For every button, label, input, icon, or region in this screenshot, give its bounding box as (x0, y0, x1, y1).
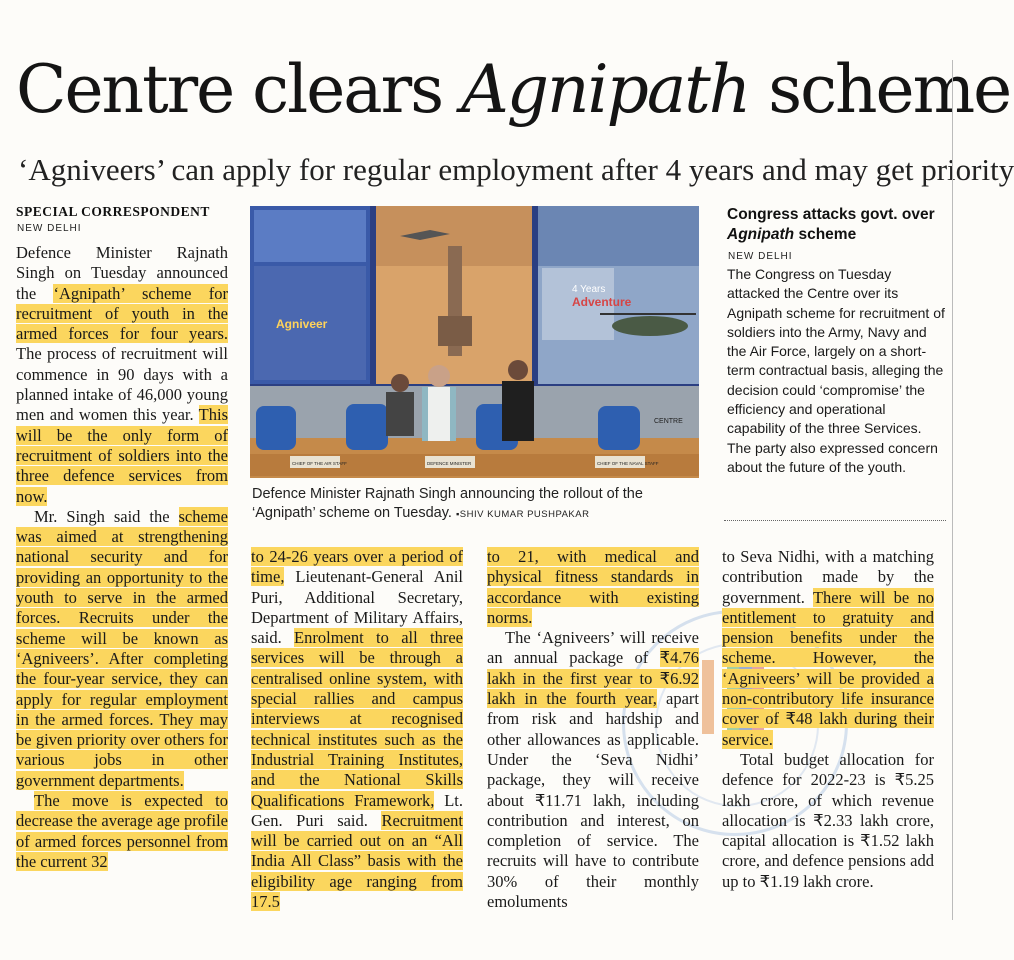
divider (724, 520, 946, 521)
highlighted-text: ‘Agnipath’ scheme for recruitment of youth in the armed forces for four years. (16, 283, 228, 344)
photo-credit: ▪SHIV KUMAR PUSHPAKAR (455, 509, 590, 520)
body-text: The ‘Agniveers’ will receive an annual package of (487, 628, 699, 668)
article-column-3 (487, 547, 699, 912)
highlighted-text: There will be no entitlement to gratuity and pension benefits under the scheme. However, the ‘Agniveers’ will be provided a non-contributory life insurance cover of ₹48 lakh during their service. (722, 587, 935, 749)
highlighted-text: Recruitment will be carried out on an “All India All Class” basis with the eligibility age ranging from 17.5 (251, 810, 463, 912)
headline-italic: Agnipath (461, 51, 750, 128)
press-conference-illustration (250, 206, 699, 478)
person (428, 365, 450, 387)
screen-text-right: Adventure (572, 295, 632, 309)
paragraph (722, 750, 934, 892)
nameplate: CHIEF OF THE AIR STAFF (292, 461, 347, 466)
subheadline: ‘Agniveers’ can apply for regular employment after 4 years and may get priority (18, 152, 1014, 187)
body-text: Total budget allocation for defence for 2022-23 is ₹5.25 lakh crore, of which revenue allocation is ₹2.33 lakh crore, capital allocation is ₹1.52 lakh crore, and defence pensions add up to ₹1.19 lakh crore. (722, 749, 934, 891)
sidebar-headline-end: scheme (794, 226, 857, 243)
body-text: Defence Minister Rajnath Singh on Tuesday announced the (16, 243, 228, 303)
body-text: Lieutenant-General Anil Puri, Additional Secretary, Department of Military Affairs, said. (251, 567, 463, 648)
nameplate: DEFENCE MINISTER (427, 461, 472, 466)
paragraph (487, 628, 699, 912)
article-column-1 (16, 243, 228, 872)
headline-text: Centre clears (16, 51, 462, 128)
byline: SPECIAL CORRESPONDENT (16, 204, 210, 219)
highlighted-text: The move is expected to decrease the average age profile of armed forces personnel from the current 32 (16, 791, 228, 871)
chair (256, 406, 296, 450)
highlighted-text: Enrolment to all three services will be through a centralised online system, with special rallies and campus interviews at recognised technical institutes such as the Industrial Training Institutes, and the National Skills Qualifications Framework, (251, 628, 463, 810)
headline-text-end: scheme (749, 51, 1011, 128)
caption-text: Defence Minister Rajnath Singh announcing the rollout of the ‘Agnipath’ scheme on Tuesday. (252, 486, 643, 521)
body-text: Lt. Gen. Puri said. (251, 790, 463, 830)
highlighted-text: to 21, with medical and physical fitness standards in accordance with existing norms. (487, 547, 699, 627)
highlighted-text: scheme was aimed at strengthening national security and for providing an opportunity to the youth to serve in the armed forces. Recruits under the scheme will be known as ‘Agniveers’. After completing the four-year service, they can apply for regular employment in the armed forces. They may be given priority over others for various jobs in other government departments. (16, 506, 228, 790)
highlighted-text: This will be the only form of recruitment of soldiers into the three defence services from now. (16, 405, 228, 506)
paragraph (487, 547, 699, 628)
body-text: apart from risk and hardship and other allowances as applicable. Under the ‘Seva Nidhi’ package, they will receive about ₹11.71 lakh, including contribution and interest, on completion of service. The recruits will have to contribute 30% of their monthly emoluments (487, 689, 699, 912)
chair (598, 406, 640, 450)
column-rule (952, 60, 953, 920)
sidebar-body: The Congress on Tuesday attacked the Centre over its Agnipath scheme for recruitment of soldiers into the Army, Navy and the Air Force, largely on a short-term contractual basis, alleging the decision could ‘compromise’ the efficiency and operational capability of the three Services. The party also expressed concern about the future of the youth. (727, 266, 945, 475)
news-photo (250, 206, 699, 478)
body-text: Mr. Singh said the (34, 506, 179, 526)
screen-text-left: Agniveer (276, 317, 328, 331)
backdrop-text: CENTRE (654, 418, 683, 425)
article-column-4 (722, 547, 934, 892)
article-column-2 (251, 547, 463, 912)
sidebar-headline-italic: Agnipath (727, 226, 795, 243)
screen-text-right-sub: 4 Years (572, 284, 606, 295)
paragraph (16, 507, 228, 791)
sidebar-headline (727, 205, 947, 245)
paragraph (251, 547, 463, 912)
body-text: to Seva Nidhi, with a matching contribution made by the government. (722, 547, 934, 607)
photo-caption (252, 485, 702, 524)
person (386, 392, 414, 436)
paragraph (16, 791, 228, 872)
person (508, 360, 528, 380)
paragraph (722, 547, 934, 750)
person (391, 374, 409, 392)
sidebar-dateline: NEW DELHI (728, 251, 793, 262)
paragraph (16, 243, 228, 507)
sidebar-headline-text: Congress attacks govt. over (727, 206, 935, 223)
highlighted-text: ₹4.76 lakh in the first year to ₹6.92 lakh in the fourth year, (487, 648, 699, 709)
headline (16, 50, 1011, 130)
dateline: NEW DELHI (17, 223, 82, 234)
person (502, 381, 534, 441)
highlighted-text: to 24-26 years over a period of time, (251, 547, 463, 587)
body-text: The process of recruitment will commence in 90 days with a planned intake of 46,000 young men and women this year. (16, 344, 228, 425)
chair (346, 404, 388, 450)
nameplate: CHIEF OF THE NAVAL STAFF (597, 461, 659, 466)
